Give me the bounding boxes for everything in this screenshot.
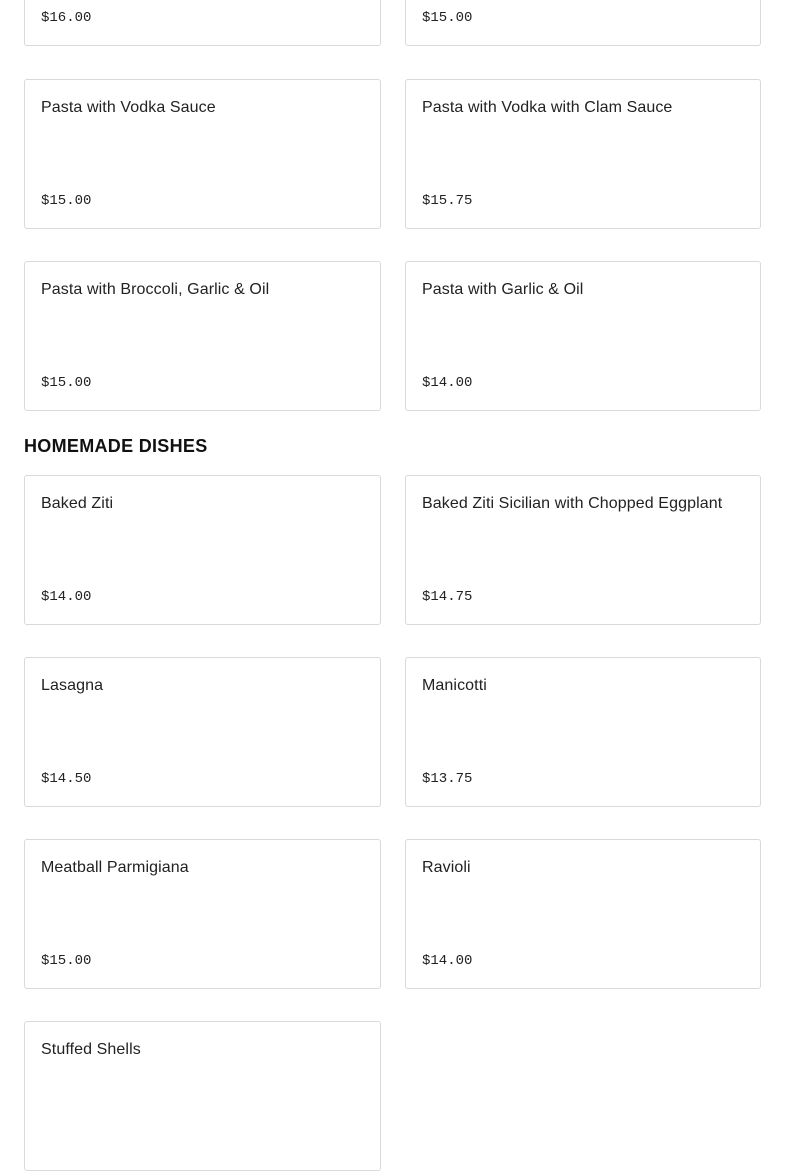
menu-item-card[interactable] (24, 839, 381, 989)
menu-item-card[interactable] (405, 261, 761, 411)
menu-item-card[interactable] (24, 0, 381, 46)
section-title: HOMEMADE DISHES (24, 436, 208, 456)
menu-item-card[interactable] (24, 79, 381, 229)
menu-item-name: Manicotti (422, 677, 487, 694)
menu-item-card[interactable] (24, 261, 381, 411)
menu-item-card[interactable] (24, 1021, 381, 1171)
menu-item-card[interactable] (405, 475, 761, 625)
menu-item-card[interactable] (405, 79, 761, 229)
menu-item-price: $14.00 (41, 589, 92, 605)
menu-item-price: $13.75 (422, 771, 473, 787)
menu-item-card[interactable] (405, 657, 761, 807)
menu-item-price: $15.00 (422, 10, 473, 26)
menu-item-card[interactable] (405, 839, 761, 989)
menu-item-card[interactable] (24, 657, 381, 807)
menu-item-name: Pasta with Broccoli, Garlic & Oil (41, 281, 270, 298)
menu-item-name: Pasta with Vodka with Clam Sauce (422, 99, 673, 116)
menu-item-name: Meatball Parmigiana (41, 859, 189, 876)
menu-item-price: $14.00 (422, 375, 473, 391)
menu-item-price: $15.00 (41, 953, 92, 969)
menu-item-name: Baked Ziti Sicilian with Chopped Eggplant (422, 495, 723, 512)
menu-item-price: $15.75 (422, 193, 473, 209)
menu-item-price: $15.00 (41, 193, 92, 209)
menu-item-card[interactable] (405, 0, 761, 46)
menu-item-name: Lasagna (41, 677, 104, 694)
menu-item-name: Baked Ziti (41, 495, 114, 512)
menu-item-name: Pasta with Vodka Sauce (41, 99, 216, 116)
menu-item-card[interactable] (24, 475, 381, 625)
menu-item-name: Stuffed Shells (41, 1041, 141, 1058)
menu-item-price: $14.50 (41, 771, 92, 787)
menu-item-price: $15.00 (41, 375, 92, 391)
menu-item-price: $14.75 (422, 589, 473, 605)
menu-item-name: Pasta with Garlic & Oil (422, 281, 584, 298)
menu-item-price: $14.00 (422, 953, 473, 969)
menu-item-price: $16.00 (41, 10, 92, 26)
menu-item-name: Ravioli (422, 859, 471, 876)
